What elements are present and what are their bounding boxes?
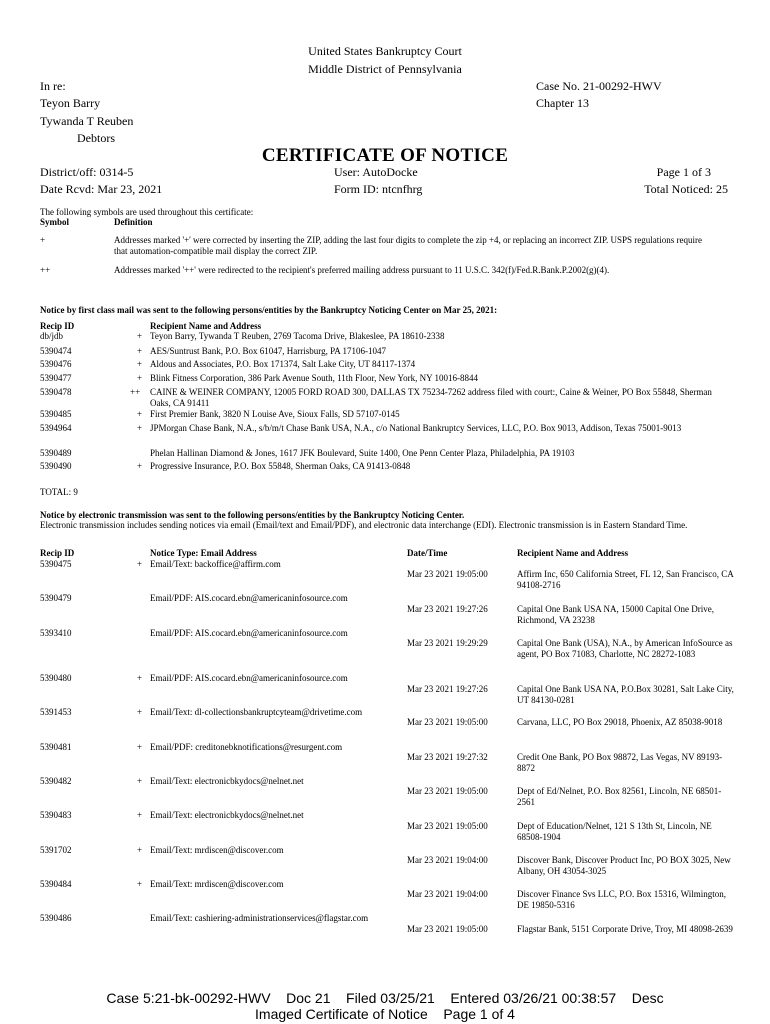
debtor-2: Tywanda T Reuben	[40, 114, 134, 128]
recip-id: 5390475	[40, 559, 72, 569]
symbol-plus-definition: Addresses marked '+' were corrected by inserting the ZIP, adding the last four digits to complete the zip +4, or replacing an incorrect ZIP. USPS regulations require that automation-compatible mail display the correct ZIP.	[114, 235, 702, 256]
sent-datetime: Mar 23 2021 19:05:00	[407, 786, 488, 796]
address-mark: +	[137, 742, 143, 752]
recipient-address: CAINE & WEINER COMPANY, 12005 FORD ROAD 300, DALLAS TX 75234-7262 address filed with court:, Caine & Weiner, PO Box 55848, Sherman Oaks, CA 91411	[150, 387, 712, 408]
recipient-address: AES/Suntrust Bank, P.O. Box 61047, Harrisburg, PA 17106-1047	[150, 346, 387, 356]
total-noticed: Total Noticed: 25	[644, 182, 728, 196]
recipient-address: Discover Bank, Discover Product Inc, PO BOX 3025, New Albany, OH 43054-3025	[517, 855, 731, 876]
sent-datetime: Mar 23 2021 19:29:29	[407, 638, 488, 648]
sent-datetime: Mar 23 2021 19:27:26	[407, 684, 488, 694]
notice-email: Email/Text: electronicbkydocs@nelnet.net	[150, 776, 304, 786]
mail-heading: Notice by first class mail was sent to the following persons/entities by the Bankruptcy Noticing Center on Mar 25, 2021:	[40, 305, 498, 315]
recip-id: 5390490	[40, 461, 72, 471]
address-mark: +	[137, 776, 143, 786]
sent-datetime: Mar 23 2021 19:04:00	[407, 889, 488, 899]
recipient-address: Discover Finance Svs LLC, P.O. Box 15316, Wilmington, DE 19850-5316	[517, 889, 726, 910]
mail-col-name: Recipient Name and Address	[150, 321, 262, 331]
address-mark: +	[137, 331, 143, 341]
recip-id: 5390479	[40, 593, 72, 603]
recip-id: 5390484	[40, 879, 72, 889]
symbol-plus: +	[40, 235, 46, 245]
recipient-address: Affirm Inc, 650 California Street, FL 12, San Francisco, CA 94108-2716	[517, 569, 734, 590]
sent-datetime: Mar 23 2021 19:05:00	[407, 924, 488, 934]
recip-id: 5390482	[40, 776, 72, 786]
address-mark: +	[137, 879, 143, 889]
recipient-address: Capital One Bank USA NA, 15000 Capital One Drive, Richmond, VA 23238	[517, 604, 714, 625]
recipient-address: Teyon Barry, Tywanda T Reuben, 2769 Tacoma Drive, Blakeslee, PA 18610-2338	[150, 331, 445, 341]
address-mark: +	[137, 845, 143, 855]
address-mark: ++	[130, 387, 141, 397]
notice-email: Email/Text: mrdiscen@discover.com	[150, 879, 284, 889]
court-district: Middle District of Pennsylvania	[308, 62, 462, 76]
docket-footer-line-2: Imaged Certificate of Notice Page 1 of 4	[255, 1006, 515, 1022]
recipient-address: JPMorgan Chase Bank, N.A., s/b/m/t Chase Bank USA, N.A., c/o National Bankruptcy Services, LLC, P.O. Box 9013, Addison, Texas 75001-9013	[150, 423, 682, 433]
docket-footer-line-1: Case 5:21-bk-00292-HWV Doc 21 Filed 03/25/21 Entered 03/26/21 00:38:57 Desc	[106, 990, 664, 1006]
notice-email: Email/Text: cashiering-administrationservices@flagstar.com	[150, 913, 369, 923]
recip-id: 5390489	[40, 448, 72, 458]
recip-id: 5390485	[40, 409, 72, 419]
address-mark: +	[137, 559, 143, 569]
symbols-col-symbol: Symbol	[40, 217, 70, 227]
page-count: Page 1 of 3	[656, 165, 711, 179]
court-name: United States Bankruptcy Court	[308, 44, 462, 58]
address-mark: +	[137, 461, 143, 471]
recipient-address: Dept of Ed/Nelnet, P.O. Box 82561, Lincoln, NE 68501-2561	[517, 786, 722, 807]
recip-id: 5390486	[40, 913, 72, 923]
notice-email: Email/Text: mrdiscen@discover.com	[150, 845, 284, 855]
mail-total: TOTAL: 9	[40, 487, 78, 497]
symbol-double-plus: ++	[40, 265, 51, 275]
notice-email: Email/Text: electronicbkydocs@nelnet.net	[150, 810, 304, 820]
recipient-address: First Premier Bank, 3820 N Louise Ave, Sioux Falls, SD 57107-0145	[150, 409, 400, 419]
recipient-address: Progressive Insurance, P.O. Box 55848, Sherman Oaks, CA 91413-0848	[150, 461, 411, 471]
notice-email: Email/PDF: creditonebknotifications@resurgent.com	[150, 742, 343, 752]
recipient-address: Phelan Hallinan Diamond & Jones, 1617 JFK Boulevard, Suite 1400, One Penn Center Plaza, Philadelphia, PA 19103	[150, 448, 575, 458]
symbols-intro: The following symbols are used throughout this certificate:	[40, 207, 254, 217]
notice-email: Email/PDF: AIS.cocard.ebn@americaninfosource.com	[150, 673, 348, 683]
recipient-address: Credit One Bank, PO Box 98872, Las Vegas, NV 89193-8872	[517, 752, 723, 773]
user: User: AutoDocke	[334, 165, 418, 179]
recipient-address: Aldous and Associates, P.O. Box 171374, Salt Lake City, UT 84117-1374	[150, 359, 416, 369]
certificate-title: CERTIFICATE OF NOTICE	[261, 145, 509, 166]
notice-email: Email/PDF: AIS.cocard.ebn@americaninfosource.com	[150, 593, 348, 603]
address-mark: +	[137, 673, 143, 683]
electronic-col-id: Recip ID	[40, 548, 75, 558]
recipient-address: Flagstar Bank, 5151 Corporate Drive, Troy, MI 48098-2639	[517, 924, 733, 934]
address-mark: +	[137, 423, 143, 433]
recip-id: 5390478	[40, 387, 72, 397]
sent-datetime: Mar 23 2021 19:05:00	[407, 717, 488, 727]
address-mark: +	[137, 707, 143, 717]
recipient-address: Capital One Bank USA NA, P.O.Box 30281, Salt Lake City, UT 84130-0281	[517, 684, 734, 705]
electronic-note: Electronic transmission includes sending notices via email (Email/text and Email/PDF), and electronic data interchange (EDI). Electronic transmission is in Eastern Standard Time.	[40, 520, 688, 530]
notice-email: Email/PDF: AIS.cocard.ebn@americaninfosource.com	[150, 628, 348, 638]
form-id: Form ID: ntcnfhrg	[334, 182, 423, 196]
address-mark: +	[137, 359, 143, 369]
recip-id: 5394964	[40, 423, 72, 433]
electronic-heading: Notice by electronic transmission was sent to the following persons/entities by the Bankruptcy Noticing Center.	[40, 510, 465, 520]
recip-id: 5391453	[40, 707, 72, 717]
sent-datetime: Mar 23 2021 19:05:00	[407, 569, 488, 579]
recip-id: 5390483	[40, 810, 72, 820]
recip-id: 5390476	[40, 359, 72, 369]
notice-email: Email/Text: dl-collectionsbankruptcyteam@drivetime.com	[150, 707, 363, 717]
sent-datetime: Mar 23 2021 19:27:32	[407, 752, 488, 762]
sent-datetime: Mar 23 2021 19:04:00	[407, 855, 488, 865]
debtor-1: Teyon Barry	[40, 96, 101, 110]
sent-datetime: Mar 23 2021 19:05:00	[407, 821, 488, 831]
electronic-col-date: Date/Time	[407, 548, 448, 558]
mail-col-id: Recip ID	[40, 321, 75, 331]
recipient-address: Dept of Education/Nelnet, 121 S 13th St, Lincoln, NE 68508-1904	[517, 821, 712, 842]
electronic-col-name: Recipient Name and Address	[517, 548, 629, 558]
recip-id: 5390477	[40, 373, 72, 383]
address-mark: +	[137, 346, 143, 356]
district-office: District/off: 0314-5	[40, 165, 134, 179]
notice-email: Email/Text: backoffice@affirm.com	[150, 559, 281, 569]
recipient-address: Capital One Bank (USA), N.A., by American InfoSource as agent, PO Box 71083, Charlotte, NC 28272-1083	[517, 638, 733, 659]
electronic-col-type: Notice Type: Email Address	[150, 548, 257, 558]
recipient-address: Blink Fitness Corporation, 386 Park Avenue South, 11th Floor, New York, NY 10016-8844	[150, 373, 479, 383]
date-received: Date Rcvd: Mar 23, 2021	[40, 182, 163, 196]
debtors-label: Debtors	[77, 131, 115, 145]
recip-id: 5390481	[40, 742, 72, 752]
address-mark: +	[137, 373, 143, 383]
recipient-address: Carvana, LLC, PO Box 29018, Phoenix, AZ 85038-9018	[517, 717, 723, 727]
recip-id: 5390474	[40, 346, 72, 356]
recip-id: 5390480	[40, 673, 72, 683]
in-re-label: In re:	[40, 79, 66, 93]
address-mark: +	[137, 409, 143, 419]
address-mark: +	[137, 810, 143, 820]
symbols-col-definition: Definition	[114, 217, 153, 227]
sent-datetime: Mar 23 2021 19:27:26	[407, 604, 488, 614]
recip-id: 5393410	[40, 628, 72, 638]
chapter: Chapter 13	[536, 96, 589, 110]
recip-id: 5391702	[40, 845, 72, 855]
recip-id: db/jdb	[40, 331, 64, 341]
case-number: Case No. 21-00292-HWV	[536, 79, 662, 93]
symbol-double-plus-definition: Addresses marked '++' were redirected to the recipient's preferred mailing address pursuant to 11 U.S.C. 342(f)/Fed.R.Bank.P.2002(g)(4).	[114, 265, 610, 275]
